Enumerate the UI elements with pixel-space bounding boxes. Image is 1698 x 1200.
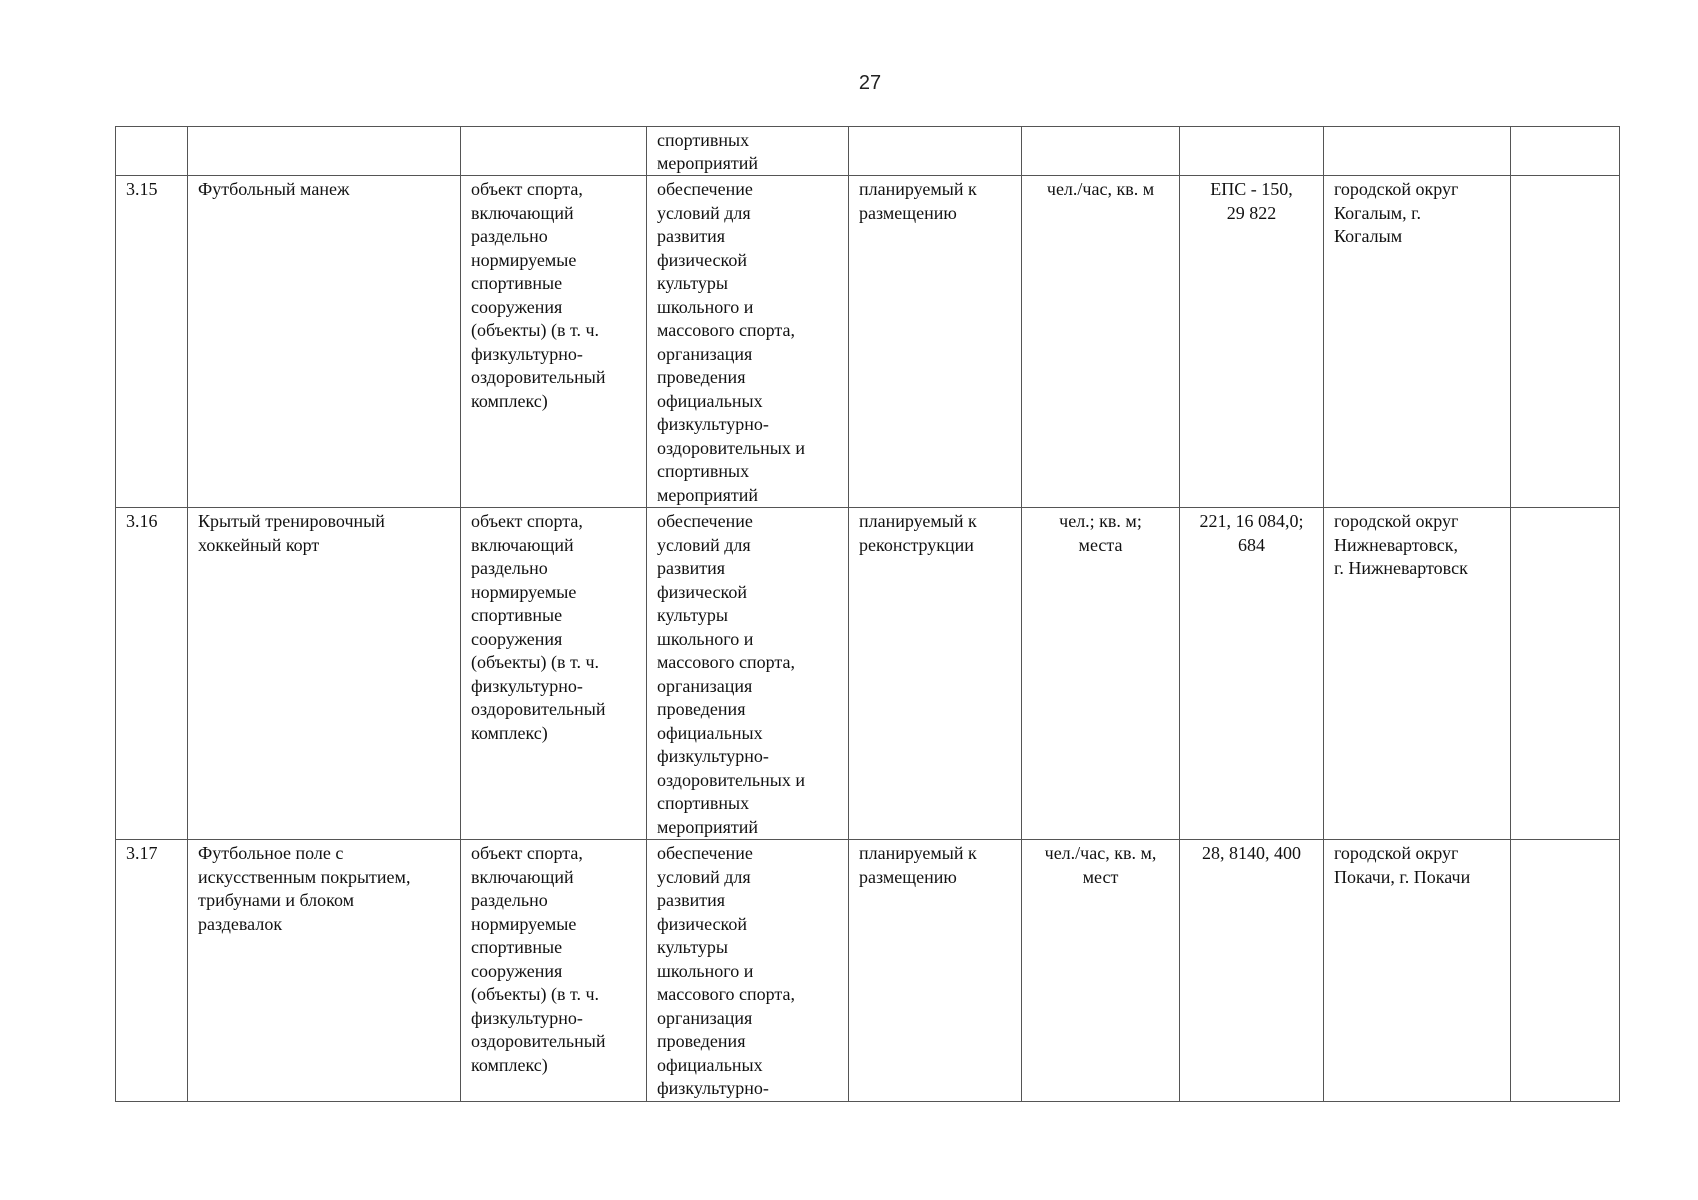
cell-type: объект спорта, включающий раздельно нормируемые спортивные сооружения (объекты) (в т. ч. физкультурно- оздоровительный комплекс) bbox=[461, 508, 647, 840]
cell-name: Футбольный манеж bbox=[188, 176, 461, 508]
cell-type: объект спорта, включающий раздельно нормируемые спортивные сооружения (объекты) (в т. ч. физкультурно- оздоровительный комплекс) bbox=[461, 176, 647, 508]
cell-values: 221, 16 084,0; 684 bbox=[1180, 508, 1324, 840]
cell-purpose: обеспечение условий для развития физической культуры школьного и массового спорта, организация проведения официальных физкультурно- оздоровительных и спортивных мероприятий bbox=[647, 176, 849, 508]
cell-num: 3.15 bbox=[116, 176, 188, 508]
cell-purpose: обеспечение условий для развития физической культуры школьного и массового спорта, организация проведения официальных физкультурно- bbox=[647, 840, 849, 1102]
cell-extra bbox=[1511, 508, 1620, 840]
cell-status: планируемый к размещению bbox=[849, 840, 1022, 1102]
cell-location bbox=[1324, 127, 1511, 176]
cell-purpose: спортивных мероприятий bbox=[647, 127, 849, 176]
cell-name: Крытый тренировочный хоккейный корт bbox=[188, 508, 461, 840]
objects-table bbox=[115, 126, 1620, 1102]
cell-num: 3.16 bbox=[116, 508, 188, 840]
table-row-continuation bbox=[116, 127, 1620, 176]
cell-location: городской округ Когалым, г. Когалым bbox=[1324, 176, 1511, 508]
cell-type: объект спорта, включающий раздельно нормируемые спортивные сооружения (объекты) (в т. ч. физкультурно- оздоровительный комплекс) bbox=[461, 840, 647, 1102]
cell-units: чел.; кв. м; места bbox=[1022, 508, 1180, 840]
cell-type bbox=[461, 127, 647, 176]
table-row bbox=[116, 840, 1620, 1102]
cell-extra bbox=[1511, 176, 1620, 508]
cell-name bbox=[188, 127, 461, 176]
cell-units bbox=[1022, 127, 1180, 176]
cell-units: чел./час, кв. м bbox=[1022, 176, 1180, 508]
page-number: 27 bbox=[858, 72, 882, 94]
cell-name: Футбольное поле с искусственным покрытием, трибунами и блоком раздевалок bbox=[188, 840, 461, 1102]
cell-purpose: обеспечение условий для развития физической культуры школьного и массового спорта, организация проведения официальных физкультурно- оздоровительных и спортивных мероприятий bbox=[647, 508, 849, 840]
cell-status: планируемый к размещению bbox=[849, 176, 1022, 508]
cell-location: городской округ Покачи, г. Покачи bbox=[1324, 840, 1511, 1102]
cell-values bbox=[1180, 127, 1324, 176]
cell-num bbox=[116, 127, 188, 176]
cell-values: ЕПС - 150, 29 822 bbox=[1180, 176, 1324, 508]
table-row bbox=[116, 176, 1620, 508]
table-row bbox=[116, 508, 1620, 840]
cell-extra bbox=[1511, 127, 1620, 176]
cell-extra bbox=[1511, 840, 1620, 1102]
cell-location: городской округ Нижневартовск, г. Нижневартовск bbox=[1324, 508, 1511, 840]
cell-status: планируемый к реконструкции bbox=[849, 508, 1022, 840]
cell-values: 28, 8140, 400 bbox=[1180, 840, 1324, 1102]
cell-units: чел./час, кв. м, мест bbox=[1022, 840, 1180, 1102]
cell-status bbox=[849, 127, 1022, 176]
cell-num: 3.17 bbox=[116, 840, 188, 1102]
